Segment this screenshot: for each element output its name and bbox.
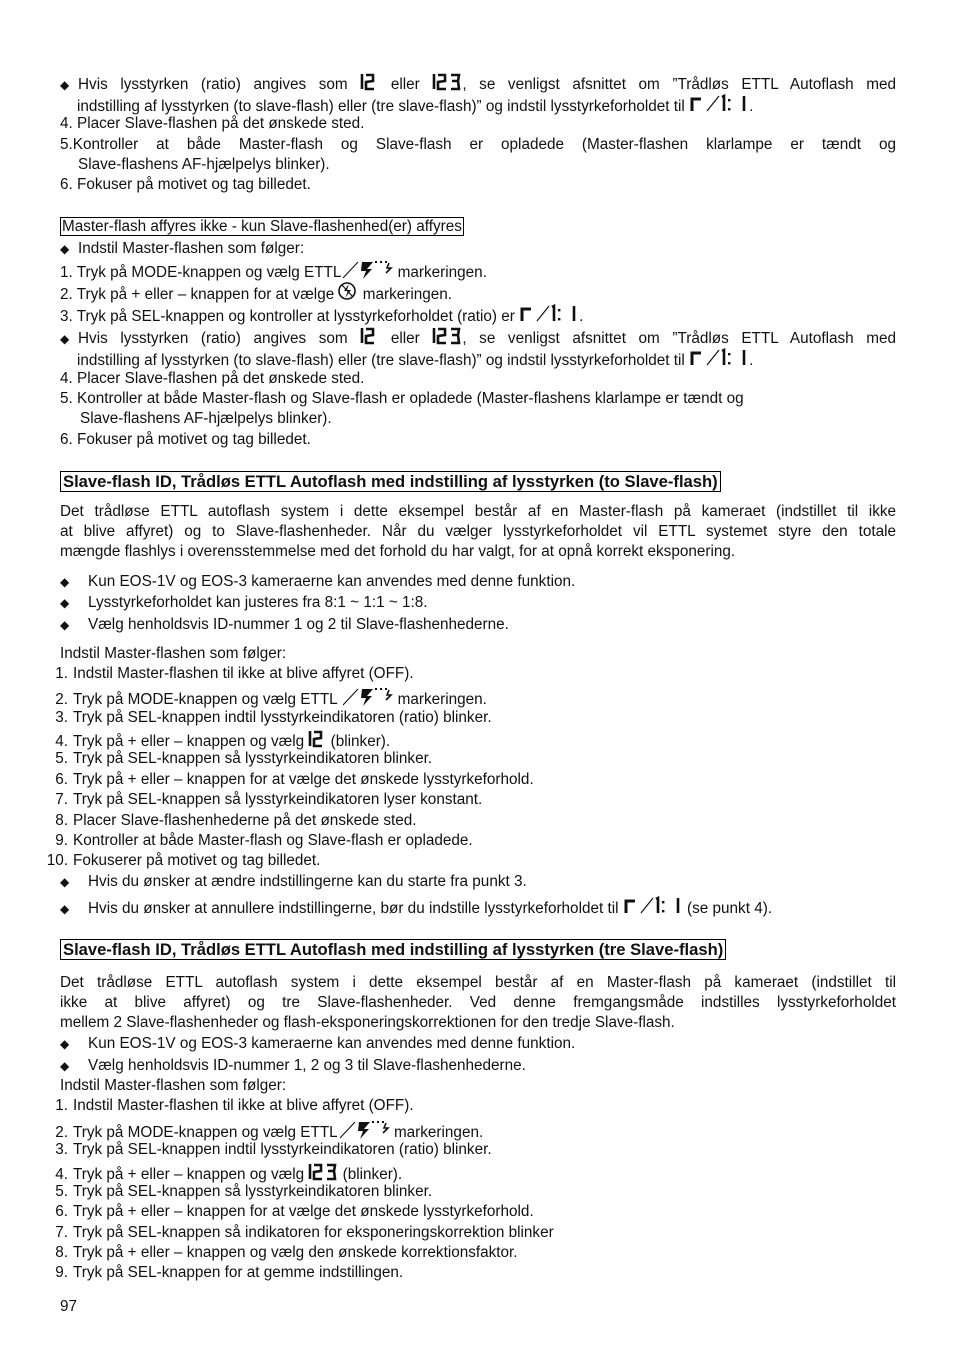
step-6: 6. Fokuser på motivet og tag billedet. <box>60 431 311 448</box>
step-2: 2. Tryk på MODE-knappen og vælg ETTL markeringen. <box>44 1119 880 1143</box>
list-item: ◆ Lysstyrkeforholdet kan justeres fra 8:1 ~ 1:1 ~ 1:8. <box>60 594 428 611</box>
step-5: 5. Tryk på SEL-knappen så lysstyrkeindikatoren blinker. <box>55 750 433 767</box>
step-1: 1. Indstil Master-flashen til ikke at blive affyret (OFF). <box>55 665 414 682</box>
list-item: ◆ Kun EOS-1V og EOS-3 kameraerne kan anvendes med denne funktion. <box>60 573 576 590</box>
step-1: 1. Indstil Master-flashen til ikke at blive affyret (OFF). <box>55 1097 414 1114</box>
ratio-note-cont: indstilling af lysstyrken (to slave-flash) eller (tre slave-flash)” og indstil lysstyrkeforholdet til . <box>77 347 913 371</box>
note: ◆ Hvis du ønsker at annullere indstillingerne, bør du indstille lysstyrkeforholdet til (se punkt 4). <box>60 895 896 919</box>
paragraph: mellem 2 Slave-flashenheder og flash-eksponeringskorrektionen for den tredje Slave-flash. <box>60 1014 675 1031</box>
step-5: 5. Tryk på SEL-knappen så lysstyrkeindikatoren blinker. <box>55 1183 433 1200</box>
ratio-1-1-icon <box>689 347 749 369</box>
step-4: 4. Placer Slave-flashen på det ønskede sted. <box>60 115 365 132</box>
list-item: ◆ Kun EOS-1V og EOS-3 kameraerne kan anvendes med denne funktion. <box>60 1035 576 1052</box>
step-5: 5.Kontroller at både Master-flash og Slave-flash er opladede (Master-flashen klarlampe er tændt og <box>60 136 896 153</box>
list-item: ◆ Vælg henholdsvis ID-nummer 1, 2 og 3 til Slave-flashenhederne. <box>60 1057 526 1074</box>
paragraph: mængde flashlys i overensstemmelse med det forhold du har valgt, for at opnå korrekt eksponering. <box>60 543 736 560</box>
intro: Indstil Master-flashen som følger: <box>60 1077 287 1094</box>
ratio-12-icon <box>360 71 378 93</box>
section-title-master-off: Master-flash affyres ikke - kun Slave-flashenhed(er) affyres <box>62 218 462 235</box>
step-3: 3. Tryk på SEL-knappen indtil lysstyrkeindikatoren (ratio) blinker. <box>55 709 492 726</box>
paragraph: at blive affyret) og to Slave-flashenheder. Når du vælger lysstyrkeforholdet vil ETTL systemet styre den totale <box>60 523 896 540</box>
page-number: 97 <box>60 1298 78 1315</box>
step-6: 6. Fokuser på motivet og tag billedet. <box>60 176 311 193</box>
ratio-123-icon <box>308 1161 338 1183</box>
step-6: 6. Tryk på + eller – knappen for at vælge det ønskede lysstyrkeforhold. <box>55 771 534 788</box>
ratio-12-icon <box>308 728 326 750</box>
step-1: 1. Tryk på MODE-knappen og vælg ETTL markeringen. <box>60 259 896 283</box>
step-3: 3. Tryk på SEL-knappen og kontroller at lysstyrkeforholdet (ratio) er . <box>60 303 896 327</box>
paragraph: Det trådløse ETTL autoflash system i dette eksempel består af en Master-flash på kameraet (indstillet til ikke <box>60 503 896 520</box>
ettl-flash-icon <box>338 1119 390 1141</box>
step-7: 7. Tryk på SEL-knappen så indikatoren for eksponeringskorrektion blinker <box>55 1224 554 1241</box>
step-8: 8. Tryk på + eller – knappen og vælg den ønskede korrektionsfaktor. <box>55 1244 518 1261</box>
step-5-cont: Slave-flashens AF-hjælpelys blinker). <box>80 410 332 427</box>
step-2: 2. Tryk på + eller – knappen for at vælge markeringen. <box>60 281 896 305</box>
paragraph: Det trådløse ETTL autoflash system i dette eksempel består af en Master-flash på kameraet (indstillet til <box>60 974 896 991</box>
step-8: 8. Placer Slave-flashenhederne på det ønskede sted. <box>55 812 417 829</box>
step-9: 9. Tryk på SEL-knappen for at gemme indstillingen. <box>55 1264 404 1281</box>
section-title-three-slave: Slave-flash ID, Trådløs ETTL Autoflash med indstilling af lysstyrken (tre Slave-flash) <box>60 938 896 962</box>
intro: ◆ Indstil Master-flashen som følger: <box>60 240 305 257</box>
ratio-123-icon <box>432 71 462 93</box>
step-9: 9. Kontroller at både Master-flash og Slave-flash er opladede. <box>55 832 473 849</box>
step-6: 6. Tryk på + eller – knappen for at vælge det ønskede lysstyrkeforhold. <box>55 1203 534 1220</box>
ratio-note: ◆ Hvis lysstyrken (ratio) angives som eller , se venligst afsnittet om ”Trådløs ETTL Autoflash med <box>60 71 896 95</box>
ettl-flash-icon <box>341 686 393 708</box>
flash-off-icon <box>338 281 358 303</box>
ratio-1-1-icon <box>623 895 683 917</box>
step-7: 7. Tryk på SEL-knappen så lysstyrkeindikatoren lyser konstant. <box>55 791 483 808</box>
section-title-two-slave: Slave-flash ID, Trådløs ETTL Autoflash med indstilling af lysstyrken (to Slave-flash) <box>60 470 896 494</box>
bullet: ◆ <box>60 78 70 92</box>
step-10: 10. Fokuserer på motivet og tag billedet. <box>46 852 321 869</box>
ratio-123-icon <box>432 325 462 347</box>
note: ◆ Hvis du ønsker at ændre indstillingerne kan du starte fra punkt 3. <box>60 873 527 890</box>
ratio-1-1-icon <box>519 303 579 325</box>
step-4: 4. Placer Slave-flashen på det ønskede sted. <box>60 370 365 387</box>
step-5: 5. Kontroller at både Master-flash og Slave-flash er opladede (Master-flashens klarlampe er tændt og <box>60 390 744 407</box>
ratio-note-cont: indstilling af lysstyrken (to slave-flash) eller (tre slave-flash)” og indstil lysstyrkeforholdet til . <box>77 93 913 117</box>
step-4: 4. Tryk på + eller – knappen og vælg (blinker). <box>44 728 880 752</box>
step-3: 3. Tryk på SEL-knappen indtil lysstyrkeindikatoren (ratio) blinker. <box>55 1141 492 1158</box>
ettl-flash-icon <box>341 259 393 281</box>
ratio-note: ◆ Hvis lysstyrken (ratio) angives som eller , se venligst afsnittet om ”Trådløs ETTL Autoflash med <box>60 325 896 349</box>
step-4: 4. Tryk på + eller – knappen og vælg (blinker). <box>44 1161 880 1185</box>
ratio-12-icon <box>360 325 378 347</box>
list-item: ◆ Vælg henholdsvis ID-nummer 1 og 2 til Slave-flashenhederne. <box>60 616 509 633</box>
ratio-1-1-icon <box>689 93 749 115</box>
intro: Indstil Master-flashen som følger: <box>60 645 287 662</box>
paragraph: ikke at blive affyret) og tre Slave-flashenheder. Ved denne fremgangsmåde indstilles lysstyrkeforholdet <box>60 994 896 1011</box>
step-5-cont: Slave-flashens AF-hjælpelys blinker). <box>78 156 330 173</box>
step-2: 2. Tryk på MODE-knappen og vælg ETTL markeringen. <box>44 686 880 710</box>
